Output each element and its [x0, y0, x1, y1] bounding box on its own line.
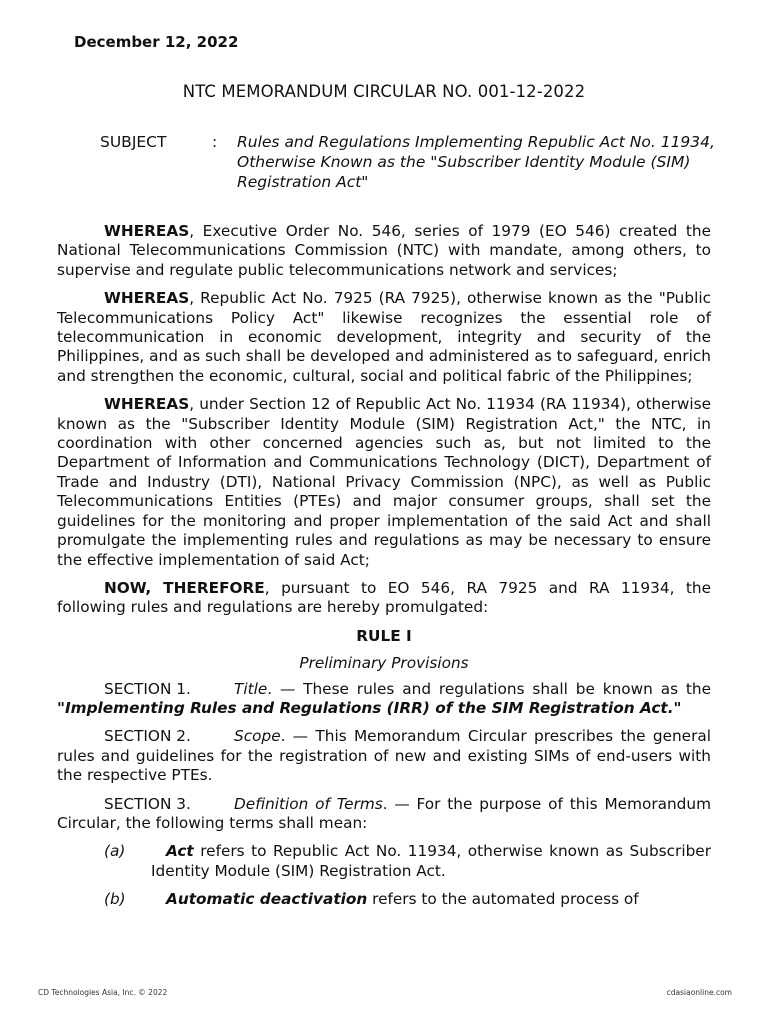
section-number: SECTION 3. [104, 794, 191, 813]
section-text: . — For the purpose of this Memorandum Circular, the following terms shall mean: [57, 794, 711, 832]
therefore-text: , pursuant to EO 546, RA 7925 and RA 11934, the following rules and regulations are hereby promulgated: [57, 578, 711, 617]
section-emphasis: "Implementing Rules and Regulations (IRR) of the SIM Registration Act." [57, 698, 682, 717]
whereas-clause-2 [57, 289, 711, 386]
definition-a [57, 842, 711, 881]
section-text: . — These rules and regulations shall be known as the [267, 679, 711, 698]
document-title: NTC MEMORANDUM CIRCULAR NO. 001-12-2022 [182, 82, 586, 101]
subject-label: SUBJECT [100, 133, 167, 151]
definition-letter: (b) [104, 890, 126, 909]
rule-subheading: Preliminary Provisions [299, 654, 469, 673]
whereas-text: , Republic Act No. 7925 (RA 7925), otherwise known as the "Public Telecommunications Policy Act" likewise recognizes the essential role of telecommunication in economic development, integrity and security of the Philippines, and as such shall be developed and administered as to safeguard, enrich and strengthen the economic, cultural, social and political fabric of the Philippines; [57, 289, 711, 385]
whereas-lead: WHEREAS [104, 395, 190, 414]
section-number: SECTION 1. [104, 679, 191, 698]
footer-website: cdasiaonline.com [666, 988, 732, 997]
therefore-lead: NOW, THEREFORE [104, 578, 265, 597]
section-name: Definition of Terms [234, 794, 383, 813]
definition-b [57, 890, 711, 909]
therefore-clause [57, 579, 711, 618]
section-name: Title [234, 679, 268, 698]
whereas-text: , under Section 12 of Republic Act No. 11934 (RA 11934), otherwise known as the "Subscriber Identity Module (SIM) Registration Act," the NTC, in coordination with other concerned agencies such as, but not limited to the Department of Information and Communications Technology (DICT), Department of Trade and Industry (DTI), National Privacy Commission (NPC), as well as Public Telecommunications Entities (PTEs) and major consumer groups, shall set the guidelines for the monitoring and proper implementation of the said Act and shall promulgate the implementing rules and regulations as may be necessary to ensure the effective implementation of said Act; [57, 395, 711, 569]
definition-term: Act [166, 842, 194, 861]
subject-text: Rules and Regulations Implementing Republic Act No. 11934, Otherwise Known as the "Subscriber Identity Module (SIM) Registration Act" [237, 133, 715, 191]
definition-text: refers to the automated process of [367, 890, 639, 909]
definition-text: refers to Republic Act No. 11934, otherwise known as Subscriber Identity Module (SIM) Registration Act. [151, 842, 711, 880]
document-body [57, 222, 711, 919]
whereas-clause-3 [57, 395, 711, 570]
section-1 [57, 680, 711, 719]
rule-heading: RULE I [356, 626, 412, 645]
section-3 [57, 795, 711, 834]
definition-letter: (a) [104, 842, 126, 861]
whereas-clause-1 [57, 222, 711, 280]
document-date: December 12, 2022 [74, 33, 239, 51]
section-text: . — This Memorandum Circular prescribes the general rules and guidelines for the registration of new and existing SIMs of end-users with the respective PTEs. [57, 727, 711, 785]
subject-colon: : [212, 133, 218, 151]
whereas-lead: WHEREAS [104, 222, 190, 240]
section-number: SECTION 2. [104, 727, 191, 746]
whereas-lead: WHEREAS [104, 289, 190, 308]
section-name: Scope [234, 727, 281, 746]
definition-term: Automatic deactivation [166, 890, 368, 909]
whereas-text: , Executive Order No. 546, series of 1979 (EO 546) created the National Telecommunications Commission (NTC) with mandate, among others, to supervise and regulate public telecommunications network and services; [57, 222, 711, 279]
section-2 [57, 727, 711, 785]
footer-copyright: CD Technologies Asia, Inc. © 2022 [38, 988, 168, 997]
